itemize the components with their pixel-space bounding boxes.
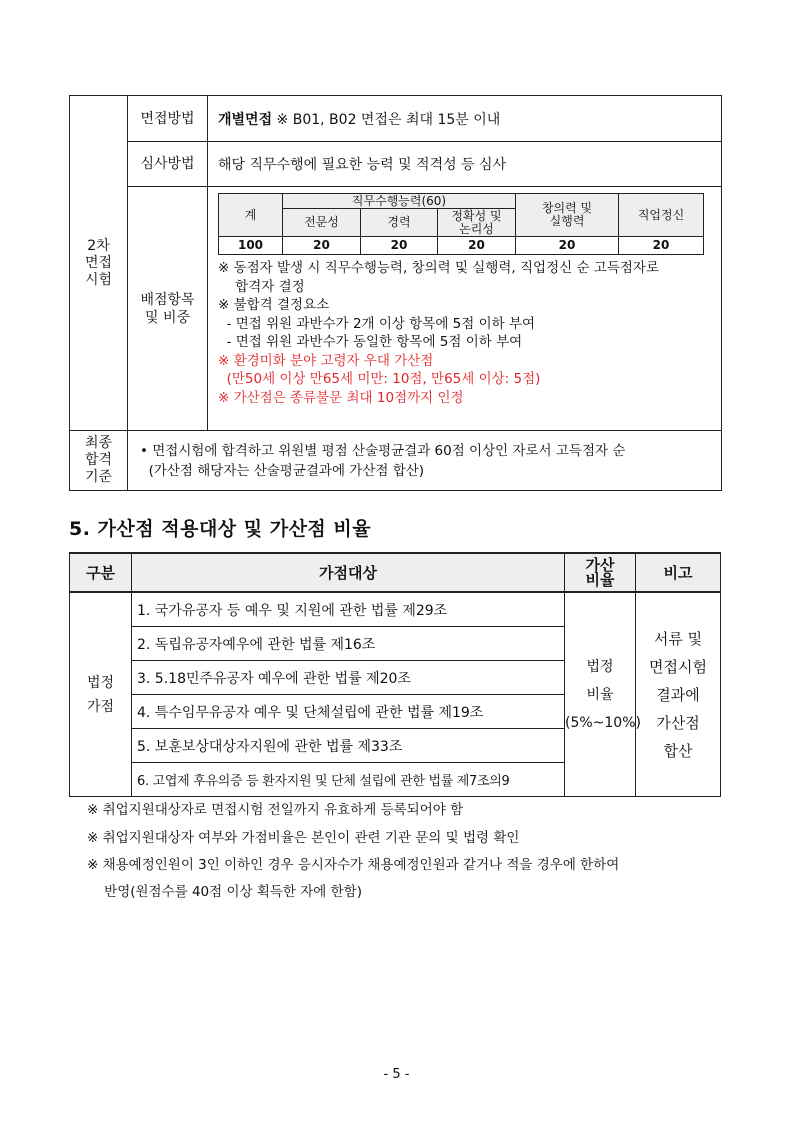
legal-bonus-category: 법정 가점 bbox=[70, 592, 132, 797]
note-line: ※ 동점자 발생 시 직무수행능력, 창의력 및 실행력, 직업정신 순 고득점자로 bbox=[218, 260, 659, 276]
header-category: 구분 bbox=[70, 553, 132, 592]
second-interview-category: 2차 면접 시험 bbox=[70, 96, 128, 431]
final-pass-cell bbox=[128, 431, 722, 491]
footnote: ※ 취업지원대상자로 면접시험 전일까지 유효하게 등록되어야 함 bbox=[87, 802, 464, 818]
score-table bbox=[218, 193, 704, 255]
review-method-cell: 해당 직무수행에 필요한 능력 및 적격성 등 심사 bbox=[208, 142, 722, 187]
note-line: - 면접 위원 과반수가 동일한 항목에 5점 이하 부여 bbox=[218, 334, 523, 350]
final-pass-line: (가산점 해당자는 산술평균결과에 가산점 합산) bbox=[140, 462, 425, 479]
score-value-creativity: 20 bbox=[516, 237, 619, 255]
score-value-accuracy: 20 bbox=[438, 237, 516, 255]
score-header-accuracy: 정확성 및 논리성 bbox=[438, 209, 516, 237]
exam-table bbox=[69, 95, 722, 491]
score-value-total: 100 bbox=[219, 237, 283, 255]
final-pass-line: • 면접시험에 합격하고 위원별 평점 산술평균결과 60점 이상인 자로서 고득점자 순 bbox=[140, 442, 626, 459]
scoring-label: 배점항목 및 비중 bbox=[128, 187, 208, 431]
score-group-header: 직무수행능력(60) bbox=[283, 194, 516, 209]
bonus-rate: 법정 비율 (5%~10%) bbox=[565, 592, 636, 797]
score-header-expertise: 전문성 bbox=[283, 209, 361, 237]
note-line: 합격자 결정 bbox=[218, 278, 305, 295]
header-remark: 비고 bbox=[636, 553, 721, 592]
bonus-table bbox=[69, 552, 721, 797]
interview-method-label: 면접방법 bbox=[128, 96, 208, 142]
final-pass-label: 최종 합격 기준 bbox=[70, 431, 128, 491]
score-value-ethics: 20 bbox=[619, 237, 704, 255]
note-line-highlight: ※ 가산점은 종류불문 최대 10점까지 인정 bbox=[218, 389, 464, 406]
score-value-career: 20 bbox=[361, 237, 438, 255]
scoring-cell bbox=[208, 187, 722, 431]
header-target: 가점대상 bbox=[132, 553, 565, 592]
bonus-item: 3. 5.18민주유공자 예우에 관한 법률 제20조 bbox=[132, 661, 565, 695]
bonus-item: 1. 국가유공자 등 예우 및 지원에 관한 법률 제29조 bbox=[132, 592, 565, 627]
bonus-remark: 서류 및 면접시험 결과에 가산점 합산 bbox=[636, 592, 721, 797]
header-rate: 가산 비율 bbox=[565, 553, 636, 592]
bonus-item: 4. 특수임무유공자 예우 및 단체설립에 관한 법률 제19조 bbox=[132, 695, 565, 729]
footnote: ※ 취업지원대상자 여부와 가점비율은 본인이 관련 기관 문의 및 법령 확인 bbox=[87, 830, 520, 846]
score-header-ethics: 직업정신 bbox=[619, 194, 704, 237]
footnote: ※ 채용예정인원이 3인 이하인 경우 응시자수가 채용예정인원과 같거나 적을 경우에 한하여 bbox=[87, 857, 620, 873]
note-line-highlight: ※ 환경미화 분야 고령자 우대 가산점 bbox=[218, 352, 434, 369]
page-number: - 5 - bbox=[383, 1067, 410, 1082]
score-value-expertise: 20 bbox=[283, 237, 361, 255]
score-total-header: 계 bbox=[219, 194, 283, 237]
scoring-notes bbox=[208, 259, 721, 407]
note-line: ※ 불합격 결정요소 bbox=[218, 297, 330, 313]
note-line-highlight: (만50세 이상 만65세 미만: 10점, 만65세 이상: 5점) bbox=[218, 371, 541, 387]
review-method-label: 심사방법 bbox=[128, 142, 208, 187]
score-header-creativity: 창의력 및 실행력 bbox=[516, 194, 619, 237]
interview-method-cell: 개별면접 ※ B01, B02 면접은 최대 15분 이내 bbox=[208, 96, 722, 142]
bonus-item: 2. 독립유공자예우에 관한 법률 제16조 bbox=[132, 627, 565, 661]
footnote: 반영(원점수를 40점 이상 획득한 자에 한함) bbox=[87, 884, 362, 900]
bonus-item: 6. 고엽제 후유의증 등 환자지원 및 단체 설립에 관한 법률 제7조의9 bbox=[132, 763, 565, 797]
bonus-item: 5. 보훈보상대상자지원에 관한 법률 제33조 bbox=[132, 729, 565, 763]
section-title: 5. 가산점 적용대상 및 가산점 비율 bbox=[69, 518, 372, 540]
note-line: - 면접 위원 과반수가 2개 이상 항목에 5점 이하 부여 bbox=[218, 315, 536, 332]
score-header-career: 경력 bbox=[361, 209, 438, 237]
